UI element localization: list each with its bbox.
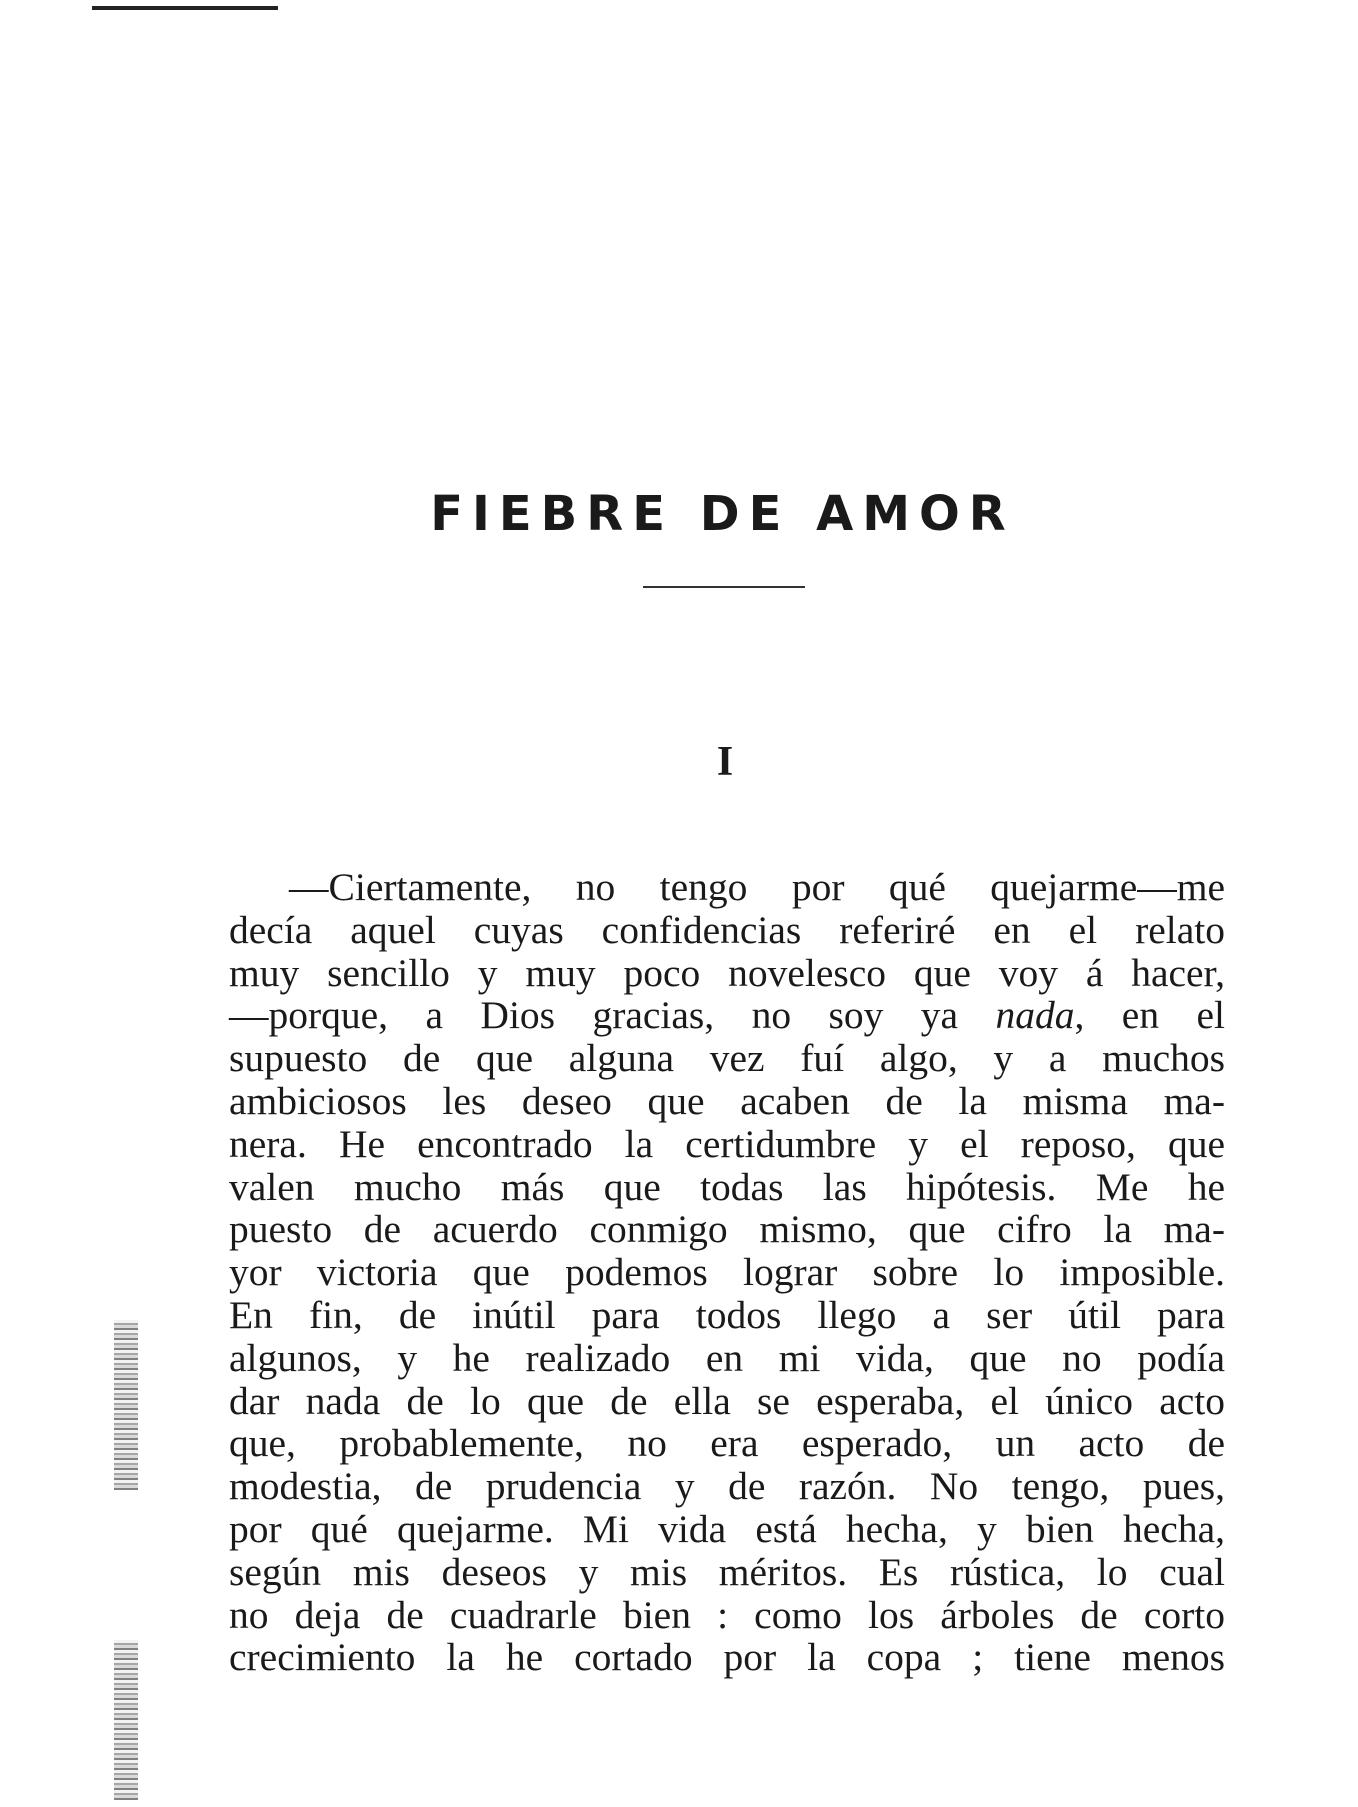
text-line: [229, 994, 1225, 1037]
text-line: puesto de acuerdo conmigo mismo, que cifro la ma-: [229, 1207, 1225, 1252]
body-text: [229, 866, 1225, 1679]
page-title: FIEBRE DE AMOR: [430, 486, 1015, 542]
text-line: no deja de cuadrarle bien : como los árboles de corto: [229, 1592, 1225, 1637]
binding-edge-mark: [114, 1640, 138, 1800]
title-divider: [643, 586, 805, 588]
text-line: dar nada de lo que de ella se esperaba, el único acto: [229, 1378, 1225, 1423]
text-line: En fin, de inútil para todos llego a ser útil para: [229, 1292, 1225, 1337]
text-line: según mis deseos y mis méritos. Es rústica, lo cual: [229, 1549, 1225, 1594]
italic-word: nada: [995, 993, 1075, 1038]
text-line: yor victoria que podemos lograr sobre lo imposible.: [229, 1250, 1225, 1295]
binding-edge-mark: [114, 1320, 138, 1490]
text-line-start: —porque, a Dios gracias, no soy ya: [229, 993, 996, 1038]
text-line-end: , en el: [1074, 993, 1225, 1038]
top-edge-rule: [92, 6, 278, 10]
text-line: —Ciertamente, no tengo por qué quejarme—me: [289, 865, 1225, 909]
text-line: decía aquel cuyas confidencias referiré en el relato: [229, 907, 1225, 952]
text-line: algunos, y he realizado en mi vida, que no podía: [229, 1335, 1225, 1380]
text-line: muy sencillo y muy poco novelesco que voy á hacer,: [229, 950, 1225, 995]
text-line: nera. He encontrado la certidumbre y el reposo, que: [229, 1121, 1225, 1166]
text-line: que, probablemente, no era esperado, un acto de: [229, 1421, 1225, 1466]
text-line: ambiciosos les deseo que acaben de la misma ma-: [229, 1078, 1225, 1123]
text-line: modestia, de prudencia y de razón. No tengo, pues,: [229, 1464, 1225, 1509]
text-line: supuesto de que alguna vez fuí algo, y a muchos: [229, 1036, 1225, 1081]
text-line: crecimiento la he cortado por la copa ; tiene menos: [229, 1635, 1225, 1680]
text-line: valen mucho más que todas las hipótesis. Me he: [229, 1164, 1225, 1209]
text-line: por qué quejarme. Mi vida está hecha, y bien hecha,: [229, 1506, 1225, 1551]
chapter-number: I: [716, 739, 734, 785]
